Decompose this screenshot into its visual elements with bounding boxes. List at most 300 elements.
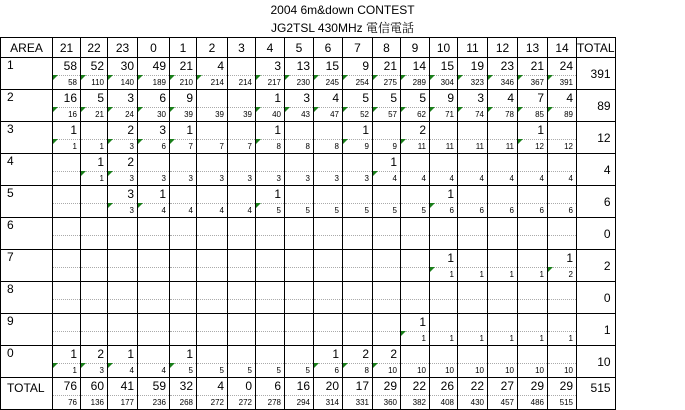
hour-cell <box>430 282 458 314</box>
hour-cell <box>518 58 548 90</box>
hour-count: 26 <box>430 378 457 396</box>
hour-cell <box>285 154 314 186</box>
hour-cell <box>197 314 228 346</box>
hour-count <box>430 122 457 140</box>
cumulative-count: 7 <box>188 142 193 151</box>
hour-count <box>314 314 342 332</box>
comment-marker-icon <box>373 171 378 176</box>
hour-count <box>108 314 137 332</box>
cumulative-count: 39 <box>215 110 224 119</box>
cumulative-count <box>314 300 342 313</box>
area-row <box>1 154 616 186</box>
hour-cell <box>401 186 430 218</box>
hour-count: 5 <box>401 90 429 108</box>
hour-count <box>53 282 80 300</box>
area-row <box>1 346 616 378</box>
hour-cell <box>488 218 518 250</box>
hour-cell <box>458 186 488 218</box>
cumulative-count: 24 <box>125 110 134 119</box>
hour-cell <box>170 250 197 282</box>
hour-cell <box>170 378 197 410</box>
cumulative-count: 4 <box>449 174 454 183</box>
cumulative-count: 3 <box>129 174 134 183</box>
cumulative-count: 11 <box>417 142 426 151</box>
cumulative-count <box>401 268 429 281</box>
hour-cell <box>138 186 170 218</box>
hour-cell <box>53 122 81 154</box>
hour-count <box>458 250 487 268</box>
hour-cell <box>285 218 314 250</box>
hour-count: 23 <box>488 58 517 76</box>
hour-cell <box>108 282 138 314</box>
cumulative-count: 8 <box>334 142 339 151</box>
hour-count <box>458 346 487 364</box>
hour-count <box>170 282 196 300</box>
hour-count <box>548 218 576 236</box>
hour-cell <box>108 122 138 154</box>
comment-marker-icon <box>488 107 493 112</box>
hour-count <box>228 282 255 300</box>
hour-cell <box>343 218 373 250</box>
hour-cell <box>373 122 401 154</box>
hour-cell <box>138 58 170 90</box>
hour-cell <box>256 314 285 346</box>
hour-cell <box>53 218 81 250</box>
cumulative-count: 4 <box>509 174 514 183</box>
cumulative-count <box>518 236 547 249</box>
cumulative-count <box>197 268 227 281</box>
cumulative-count: 2 <box>568 270 573 279</box>
area-row <box>1 314 616 346</box>
hour-count: 1 <box>108 346 137 364</box>
hour-count <box>548 186 576 204</box>
hour-count: 2 <box>343 346 372 364</box>
cumulative-count: 5 <box>247 366 252 375</box>
hour-count <box>53 186 80 204</box>
hour-cell <box>170 90 197 122</box>
cumulative-count: 177 <box>120 398 134 407</box>
cumulative-count <box>285 332 313 345</box>
hour-count: 3 <box>285 90 313 108</box>
cumulative-count: 515 <box>559 398 573 407</box>
hour-cell <box>548 378 577 410</box>
cumulative-count: 6 <box>449 206 454 215</box>
hour-cell <box>285 250 314 282</box>
hour-count: 15 <box>430 58 457 76</box>
comment-marker-icon <box>53 139 58 144</box>
hour-cell <box>53 154 81 186</box>
hour-cell <box>430 218 458 250</box>
cumulative-count: 136 <box>90 398 104 407</box>
hour-cell <box>108 218 138 250</box>
hour-cell <box>458 90 488 122</box>
hour-cell <box>228 250 256 282</box>
cumulative-count <box>488 300 517 313</box>
hour-cell <box>170 314 197 346</box>
hour-cell <box>170 154 197 186</box>
hour-count <box>373 314 400 332</box>
comment-marker-icon <box>170 75 175 80</box>
cumulative-count: 3 <box>188 174 193 183</box>
cumulative-count: 5 <box>305 206 310 215</box>
hour-cell <box>458 314 488 346</box>
cumulative-count <box>108 236 137 249</box>
hour-cell <box>373 90 401 122</box>
hour-cell <box>314 250 343 282</box>
cumulative-count <box>256 236 284 249</box>
cumulative-count: 16 <box>68 110 77 119</box>
cumulative-count: 4 <box>539 174 544 183</box>
hour-count <box>285 250 313 268</box>
hour-cell <box>373 154 401 186</box>
hour-count <box>373 186 400 204</box>
hour-cell <box>53 58 81 90</box>
hour-cell <box>138 154 170 186</box>
cumulative-count <box>81 332 107 345</box>
comment-marker-icon <box>170 139 175 144</box>
hour-cell <box>401 250 430 282</box>
hour-count <box>314 186 342 204</box>
hour-cell <box>285 282 314 314</box>
hour-cell <box>81 282 108 314</box>
cumulative-count <box>53 204 80 217</box>
hour-cell <box>228 58 256 90</box>
hour-cell <box>488 90 518 122</box>
hour-cell <box>170 282 197 314</box>
hour-count <box>488 154 517 172</box>
cumulative-count: 10 <box>475 366 484 375</box>
hour-count: 6 <box>256 378 284 396</box>
cumulative-count: 71 <box>445 110 454 119</box>
hour-cell <box>197 378 228 410</box>
hour-count: 4 <box>314 90 342 108</box>
cumulative-count: 7 <box>219 142 224 151</box>
hour-cell <box>314 122 343 154</box>
comment-marker-icon <box>401 107 406 112</box>
hour-count: 4 <box>197 58 227 76</box>
hour-count: 4 <box>488 90 517 108</box>
hour-cell <box>256 218 285 250</box>
hour-cell <box>197 218 228 250</box>
cumulative-count: 4 <box>479 174 484 183</box>
comment-marker-icon <box>285 107 290 112</box>
cumulative-count <box>108 332 137 345</box>
hour-count: 3 <box>256 58 284 76</box>
cumulative-count <box>138 300 169 313</box>
cumulative-count <box>197 300 227 313</box>
hour-count <box>170 154 196 172</box>
hour-count: 19 <box>458 58 487 76</box>
hour-header: 0 <box>138 38 170 58</box>
hour-count <box>548 154 576 172</box>
hour-count <box>343 282 372 300</box>
hour-cell <box>488 122 518 154</box>
hour-count: 22 <box>401 378 429 396</box>
area-row <box>1 250 616 282</box>
cumulative-count <box>170 236 196 249</box>
hour-cell <box>228 282 256 314</box>
hour-count: 5 <box>343 90 372 108</box>
hour-count <box>314 122 342 140</box>
cumulative-count <box>81 300 107 313</box>
hour-cell <box>518 218 548 250</box>
hour-cell <box>488 250 518 282</box>
hour-cell <box>430 378 458 410</box>
hour-count <box>228 218 255 236</box>
cumulative-count <box>53 172 80 185</box>
cumulative-count <box>548 300 576 313</box>
row-total: 2 <box>577 250 616 282</box>
hour-count <box>138 218 169 236</box>
cumulative-count: 8 <box>364 366 369 375</box>
cumulative-count: 3 <box>161 174 166 183</box>
cumulative-count <box>285 268 313 281</box>
hour-count: 1 <box>518 122 547 140</box>
hour-count <box>488 314 517 332</box>
hour-header: 11 <box>458 38 488 58</box>
hour-cell <box>548 154 577 186</box>
hour-count: 15 <box>314 58 342 76</box>
hour-count <box>518 250 547 268</box>
hour-count <box>138 154 169 172</box>
cumulative-count: 5 <box>305 366 310 375</box>
area-label: 9 <box>1 314 53 346</box>
cumulative-count: 331 <box>355 398 369 407</box>
comment-marker-icon <box>401 75 406 80</box>
cumulative-count: 254 <box>355 78 369 87</box>
hour-cell <box>53 250 81 282</box>
hour-count <box>53 154 80 172</box>
cumulative-count: 1 <box>479 334 484 343</box>
comment-marker-icon <box>518 139 523 144</box>
hour-cell <box>228 314 256 346</box>
cumulative-count <box>373 236 400 249</box>
hour-cell <box>548 282 577 314</box>
cumulative-count: 5 <box>219 366 224 375</box>
hour-cell <box>108 314 138 346</box>
area-row <box>1 90 616 122</box>
comment-marker-icon <box>81 171 86 176</box>
hour-count <box>256 314 284 332</box>
cumulative-count <box>343 268 372 281</box>
row-total: 515 <box>577 378 616 410</box>
hour-count <box>53 314 80 332</box>
comment-marker-icon <box>81 107 86 112</box>
cumulative-count: 346 <box>500 78 514 87</box>
hour-cell <box>314 378 343 410</box>
cumulative-count <box>256 332 284 345</box>
hour-cell <box>314 154 343 186</box>
comment-marker-icon <box>343 363 348 368</box>
hour-count: 1 <box>343 122 372 140</box>
row-total: 0 <box>577 282 616 314</box>
cumulative-count <box>285 236 313 249</box>
cumulative-count: 272 <box>238 398 252 407</box>
row-total: 391 <box>577 58 616 90</box>
header-row <box>1 38 616 58</box>
cumulative-count: 6 <box>568 206 573 215</box>
hour-cell <box>548 122 577 154</box>
cumulative-count: 5 <box>392 206 397 215</box>
cumulative-count: 275 <box>383 78 397 87</box>
hour-cell <box>197 122 228 154</box>
cumulative-count <box>373 300 400 313</box>
hour-count <box>256 282 284 300</box>
hour-count <box>373 218 400 236</box>
cumulative-count: 1 <box>509 270 514 279</box>
cumulative-count: 9 <box>364 142 369 151</box>
hour-count <box>170 314 196 332</box>
hour-count: 4 <box>548 90 576 108</box>
cumulative-count: 5 <box>276 366 281 375</box>
cumulative-count: 4 <box>161 366 166 375</box>
cumulative-count: 78 <box>505 110 514 119</box>
hour-header: 13 <box>518 38 548 58</box>
cumulative-count <box>108 300 137 313</box>
comment-marker-icon <box>548 267 553 272</box>
hour-count <box>548 346 576 364</box>
comment-marker-icon <box>81 363 86 368</box>
cumulative-count <box>53 332 80 345</box>
hour-count <box>401 186 429 204</box>
comment-marker-icon <box>138 139 143 144</box>
comment-marker-icon <box>256 139 261 144</box>
cumulative-count: 4 <box>247 206 252 215</box>
hour-cell <box>53 186 81 218</box>
hour-count: 58 <box>53 58 80 76</box>
hour-cell <box>430 90 458 122</box>
row-total: 12 <box>577 122 616 154</box>
hour-cell <box>314 218 343 250</box>
hour-cell <box>458 346 488 378</box>
comment-marker-icon <box>343 107 348 112</box>
hour-count <box>228 250 255 268</box>
hour-count: 1 <box>138 186 169 204</box>
row-total: 10 <box>577 346 616 378</box>
hour-count <box>458 154 487 172</box>
hour-cell <box>373 378 401 410</box>
hour-count <box>197 282 227 300</box>
hour-cell <box>81 314 108 346</box>
comment-marker-icon <box>108 203 113 208</box>
cumulative-count: 9 <box>392 142 397 151</box>
hour-cell <box>343 186 373 218</box>
hour-count <box>81 122 107 140</box>
hour-cell <box>401 314 430 346</box>
cumulative-count: 58 <box>68 78 77 87</box>
hour-count <box>548 122 576 140</box>
hour-count: 14 <box>401 58 429 76</box>
hour-count: 9 <box>430 90 457 108</box>
hour-cell <box>256 346 285 378</box>
cumulative-count <box>343 332 372 345</box>
total-row <box>1 378 616 410</box>
hour-count <box>228 154 255 172</box>
area-row <box>1 186 616 218</box>
hour-cell <box>343 314 373 346</box>
cumulative-count: 5 <box>276 206 281 215</box>
hour-cell <box>138 218 170 250</box>
hour-count <box>488 346 517 364</box>
hour-cell <box>458 378 488 410</box>
comment-marker-icon <box>430 203 435 208</box>
hour-cell <box>373 314 401 346</box>
hour-count: 1 <box>430 250 457 268</box>
hour-count <box>343 250 372 268</box>
hour-header: 4 <box>256 38 285 58</box>
hour-count <box>548 314 576 332</box>
hour-cell <box>458 58 488 90</box>
hour-count: 16 <box>53 90 80 108</box>
hour-cell <box>197 58 228 90</box>
hour-cell <box>401 122 430 154</box>
area-label: 2 <box>1 90 53 122</box>
hour-cell <box>343 346 373 378</box>
cumulative-count: 314 <box>325 398 339 407</box>
hour-count <box>430 282 457 300</box>
area-label: 0 <box>1 346 53 378</box>
cumulative-count: 4 <box>392 174 397 183</box>
hour-count: 1 <box>53 122 80 140</box>
comment-marker-icon <box>285 75 290 80</box>
hour-header: 22 <box>81 38 108 58</box>
hour-cell <box>228 186 256 218</box>
hour-count: 49 <box>138 58 169 76</box>
hour-count <box>458 314 487 332</box>
hour-cell <box>458 282 488 314</box>
cumulative-count <box>197 236 227 249</box>
cumulative-count: 230 <box>296 78 310 87</box>
hour-count <box>518 314 547 332</box>
cumulative-count <box>314 332 342 345</box>
cumulative-count: 214 <box>210 78 224 87</box>
hour-cell <box>488 282 518 314</box>
hour-count: 24 <box>548 58 576 76</box>
comment-marker-icon <box>373 75 378 80</box>
hour-count <box>401 282 429 300</box>
cumulative-count: 3 <box>334 174 339 183</box>
hour-count: 30 <box>108 58 137 76</box>
cumulative-count <box>488 236 517 249</box>
hour-count: 22 <box>458 378 487 396</box>
hour-cell <box>314 346 343 378</box>
hour-count <box>430 154 457 172</box>
hour-count: 1 <box>256 122 284 140</box>
cumulative-count: 272 <box>210 398 224 407</box>
cumulative-count <box>314 268 342 281</box>
cumulative-count: 294 <box>296 398 310 407</box>
hour-cell <box>108 346 138 378</box>
cumulative-count <box>81 268 107 281</box>
hour-cell <box>138 122 170 154</box>
comment-marker-icon <box>373 363 378 368</box>
cumulative-count: 62 <box>417 110 426 119</box>
hour-cell <box>488 346 518 378</box>
hour-header: 5 <box>285 38 314 58</box>
hour-count <box>488 218 517 236</box>
hour-count: 6 <box>138 90 169 108</box>
area-label: TOTAL <box>1 378 53 410</box>
hour-count <box>285 346 313 364</box>
cumulative-count: 360 <box>383 398 397 407</box>
comment-marker-icon <box>548 107 553 112</box>
cumulative-count <box>343 300 372 313</box>
hour-cell <box>430 58 458 90</box>
cumulative-count <box>430 300 457 313</box>
hour-count <box>285 186 313 204</box>
cumulative-count: 40 <box>272 110 281 119</box>
hour-count <box>53 218 80 236</box>
